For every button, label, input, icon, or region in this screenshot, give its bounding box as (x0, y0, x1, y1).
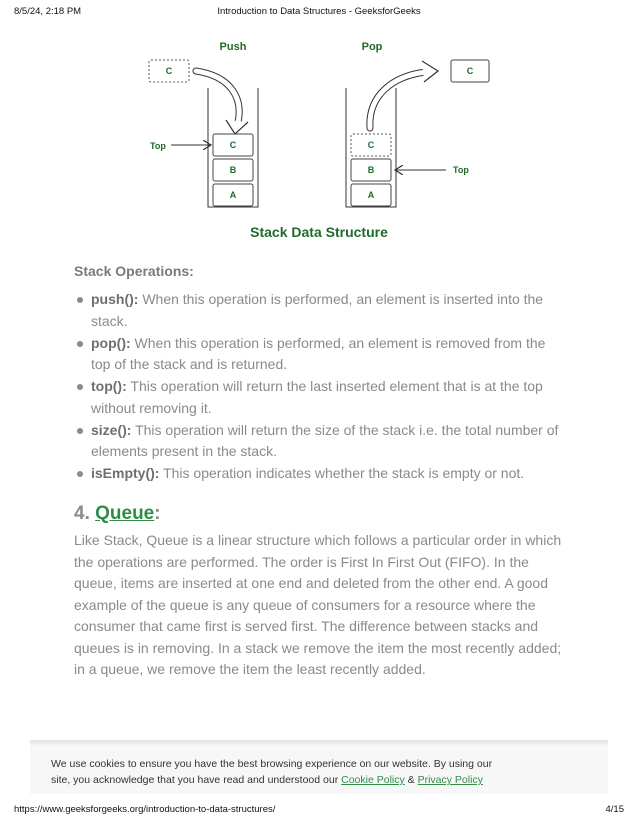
cookie-policy-link[interactable]: Cookie Policy (341, 774, 405, 786)
cookie-banner (30, 746, 608, 794)
list-item (74, 463, 568, 485)
queue-heading (74, 503, 161, 525)
pop-stack-item-label: B (367, 165, 375, 175)
stack-operations-heading: Stack Operations: (74, 263, 194, 279)
cookie-text (51, 756, 492, 788)
push-stack-item-label: C (229, 140, 237, 150)
print-timestamp: 8/5/24, 2:18 PM (14, 6, 82, 17)
pop-floating-label: C (466, 66, 474, 76)
push-top-label: Top (150, 141, 166, 151)
pop-stack-item (351, 134, 391, 156)
pop-stack-item (351, 159, 391, 181)
privacy-policy-link[interactable]: Privacy Policy (417, 774, 483, 786)
print-footer (14, 804, 624, 818)
pop-floating-box (451, 60, 489, 82)
diagram-caption: Stack Data Structure (250, 224, 388, 240)
pop-stack-item (351, 184, 391, 206)
push-stack-item (213, 134, 253, 156)
push-stack-item-label: A (229, 190, 237, 200)
push-label: Push (219, 41, 247, 53)
push-stack-item-label: B (229, 165, 237, 175)
list-item (74, 289, 568, 332)
cookie-amp: & (404, 774, 418, 786)
op-name: size(): (91, 421, 132, 438)
print-page-number: 4/15 (605, 804, 624, 815)
cookie-line-2: site, you acknowledge that you have read and understood our (51, 774, 342, 786)
op-name: push(): (91, 291, 139, 307)
list-item (74, 420, 568, 463)
pop-stack-item-label: A (367, 190, 375, 200)
queue-paragraph: Like Stack, Queue is a linear structure which follows a particular order in which the operations are performed. The order is First In First Out (FIFO). In the queue, items are inserted at one end and deleted from the other end. A good example of the queue is any queue of consumers for a resource where the consumer that came first is served first. The difference between stacks and queues is in removing. In a stack we remove the item the most recently added; in a queue, we remove the item the least recently added. (74, 532, 562, 677)
pop-stack-item-label: C (367, 140, 375, 150)
push-stack-item (213, 159, 253, 181)
op-name: isEmpty(): (91, 465, 160, 481)
push-floating-label: C (165, 66, 173, 76)
print-title: Introduction to Data Structures - GeeksforGeeks (217, 6, 421, 17)
push-floating-box (149, 60, 189, 82)
op-desc: This operation will return the size of the stack i.e. the total number of elements present in the stack. (91, 421, 559, 459)
op-name: pop(): (91, 334, 131, 351)
queue-link[interactable]: Queue (95, 503, 155, 524)
list-item (74, 376, 568, 419)
queue-heading-number: 4. (74, 503, 96, 524)
cookie-line-1: We use cookies to ensure you have the best browsing experience on our website. By using our (51, 758, 493, 770)
push-stack-item (213, 184, 253, 206)
pop-top-label: Top (453, 165, 469, 175)
pop-label: Pop (361, 41, 383, 53)
list-item (74, 333, 568, 376)
op-name: top(): (91, 378, 127, 394)
op-desc: When this operation is performed, an element is inserted into the stack. (91, 291, 544, 329)
op-desc: This operation will return the last inserted element that is at the top without removing it. (91, 378, 543, 416)
print-header (14, 6, 624, 20)
stack-operations-list (74, 289, 568, 485)
op-desc: When this operation is performed, an element is removed from the top of the stack and is returned. (91, 334, 546, 372)
queue-heading-colon: : (154, 503, 161, 524)
stack-diagram (0, 30, 638, 250)
op-desc: This operation indicates whether the stack is empty or not. (159, 465, 525, 481)
print-url: https://www.geeksforgeeks.org/introduction-to-data-structures/ (14, 804, 276, 815)
